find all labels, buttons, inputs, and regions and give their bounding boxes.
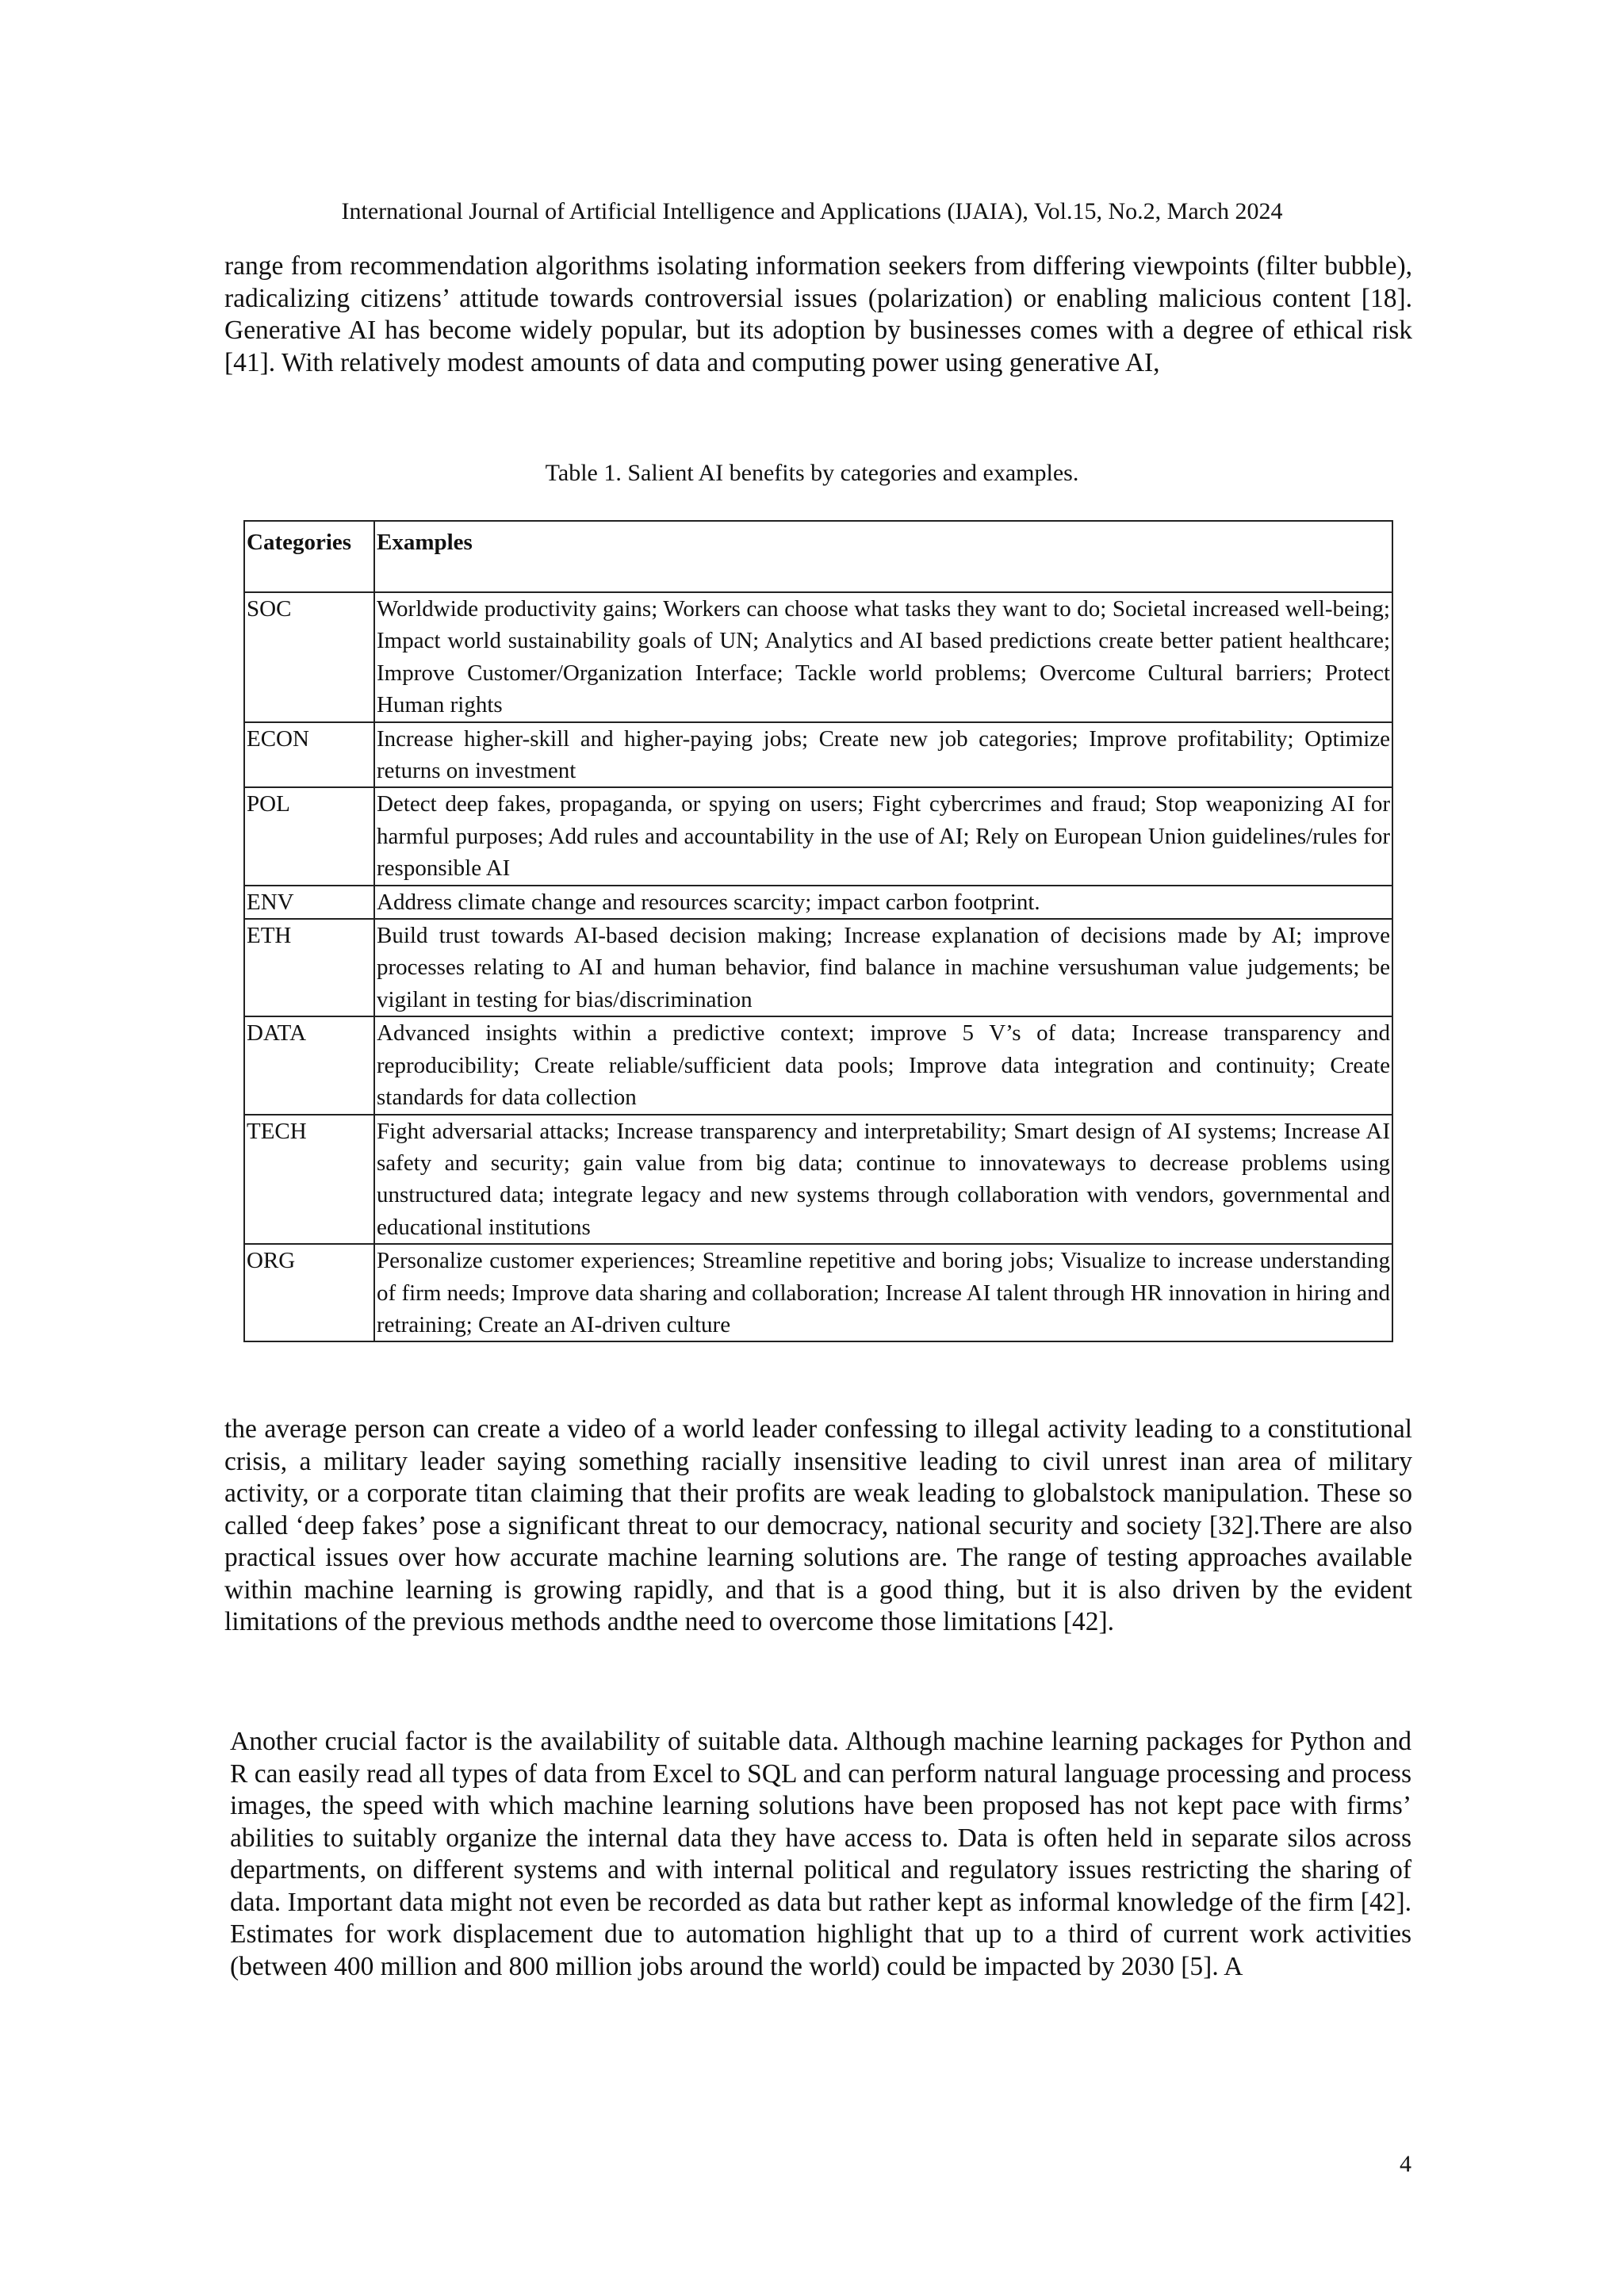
category-cell: ENV — [244, 886, 374, 919]
examples-cell: Address climate change and resources scarcity; impact carbon footprint. — [374, 886, 1392, 919]
table-row — [244, 722, 1392, 788]
category-cell: ETH — [244, 919, 374, 1016]
body-paragraph-2: the average person can create a video of a world leader confessing to illegal activity leading to a constitutional crisis, a military leader saying something racially insensitive leading to civil unrest inan area of military activity, or a corporate titan claiming that their profits are weak leading to globalstock manipulation. These so called ‘deep fakes’ pose a significant threat to our democracy, national security and society [32].There are also practical issues over how accurate machine learning solutions are. The range of testing approaches available within machine learning is growing rapidly, and that is a good thing, but it is also driven by the evident limitations of the previous methods andthe need to overcome those limitations [42]. — [224, 1414, 1412, 1636]
table-row — [244, 1115, 1392, 1245]
table-row — [244, 886, 1392, 919]
category-cell: ECON — [244, 722, 374, 788]
category-cell: TECH — [244, 1115, 374, 1245]
table-row — [244, 1016, 1392, 1114]
column-header-categories: Categories — [244, 521, 374, 592]
table-row — [244, 592, 1392, 722]
examples-cell: Fight adversarial attacks; Increase transparency and interpretability; Smart design of AI systems; Increase AI safety and security; gain value from big data; continue to innovateways to decrease problems using unstructured data; integrate legacy and new systems through collaboration with vendors, governmental and educational institutions — [374, 1115, 1392, 1245]
column-header-examples: Examples — [374, 521, 1392, 592]
body-paragraph-3: Another crucial factor is the availability of suitable data. Although machine learning packages for Python and R can easily read all types of data from Excel to SQL and can perform natural language processing and process images, the speed with which machine learning solutions have been proposed has not kept pace with firms’ abilities to suitably organize the internal data they have access to. Data is often held in separate silos across departments, on different systems and with internal political and regulatory issues restricting the sharing of data. Important data might not even be recorded as data but rather kept as informal knowledge of the firm [42]. Estimates for work displacement due to automation highlight that up to a third of current work activities (between 400 million and 800 million jobs around the world) could be impacted by 2030 [5]. A — [230, 1727, 1411, 1981]
category-cell: ORG — [244, 1244, 374, 1341]
benefits-table — [243, 520, 1393, 1342]
page-number: 4 — [1400, 2151, 1411, 2177]
table-row — [244, 919, 1392, 1016]
category-cell: SOC — [244, 592, 374, 722]
table-row — [244, 1244, 1392, 1341]
table-row — [244, 787, 1392, 885]
examples-cell: Detect deep fakes, propaganda, or spying on users; Fight cybercrimes and fraud; Stop weaponizing AI for harmful purposes; Add rules and accountability in the use of AI; Rely on European Union guidelines/rules for responsible AI — [374, 787, 1392, 885]
category-cell: POL — [244, 787, 374, 885]
examples-cell: Advanced insights within a predictive context; improve 5 V’s of data; Increase transparency and reproducibility; Create reliable/sufficient data pools; Improve data integration and continuity; Create standards for data collection — [374, 1016, 1392, 1114]
table-header-row — [244, 521, 1392, 592]
examples-cell: Build trust towards AI-based decision making; Increase explanation of decisions made by AI; improve processes relating to AI and human behavior, find balance in machine versushuman value judgements; be vigilant in testing for bias/discrimination — [374, 919, 1392, 1016]
examples-cell: Worldwide productivity gains; Workers can choose what tasks they want to do; Societal increased well-being; Impact world sustainability goals of UN; Analytics and AI based predictions create better patient healthcare; Improve Customer/Organization Interface; Tackle world problems; Overcome Cultural barriers; Protect Human rights — [374, 592, 1392, 722]
running-header: International Journal of Artificial Intelligence and Applications (IJAIA), Vol.15, No.2, March 2024 — [341, 198, 1283, 224]
examples-cell: Increase higher-skill and higher-paying jobs; Create new job categories; Improve profitability; Optimize returns on investment — [374, 722, 1392, 788]
body-paragraph-1: range from recommendation algorithms isolating information seekers from differing viewpoints (filter bubble), radicalizing citizens’ attitude towards controversial issues (polarization) or enabling malicious content [18]. Generative AI has become widely popular, but its adoption by businesses comes with a degree of ethical risk [41]. With relatively modest amounts of data and computing power using generative AI, — [224, 251, 1412, 377]
examples-cell: Personalize customer experiences; Streamline repetitive and boring jobs; Visualize to increase understanding of firm needs; Improve data sharing and collaboration; Increase AI talent through HR innovation in hiring and retraining; Create an AI-driven culture — [374, 1244, 1392, 1341]
table-caption: Table 1. Salient AI benefits by categories and examples. — [545, 460, 1079, 486]
category-cell: DATA — [244, 1016, 374, 1114]
